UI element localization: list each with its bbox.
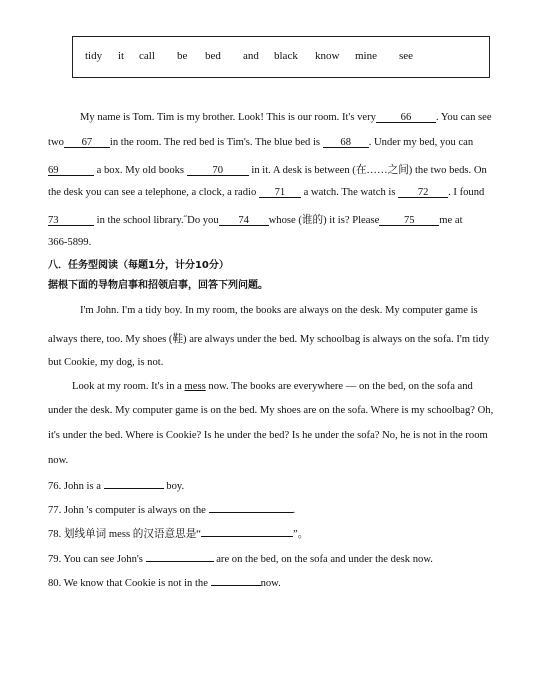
answer-blank[interactable] — [376, 112, 436, 123]
blank-number: 66 — [400, 112, 412, 123]
passage-text: Look at my room. It's in a — [72, 381, 182, 392]
cloze-line: 366-5899. — [48, 237, 92, 248]
passage-line: always there, too. My shoes (鞋) are always under the bed. My schoolbag is always on the sofa. I'm tidy — [48, 334, 490, 345]
cloze-text: me at — [439, 215, 463, 226]
question-text: boy. — [166, 481, 185, 492]
blank-number: 69 — [48, 165, 59, 176]
passage-text: now. The books are everywhere — on the bed, on the sofa and — [208, 381, 473, 392]
question-text: are on the bed, on the sofa and under the desk now. — [216, 554, 433, 565]
answer-blank[interactable] — [104, 478, 164, 489]
answer-blank[interactable] — [48, 215, 94, 226]
blank-number: 72 — [417, 187, 429, 198]
answer-blank[interactable] — [323, 137, 369, 148]
question-text: . — [292, 505, 296, 516]
question-78 — [48, 526, 308, 541]
passage-line: I'm John. I'm a tidy boy. In my room, the books are always on the desk. My computer game is — [80, 305, 478, 316]
passage-line: it's under the bed. Where is Cookie? Is he under the bed? Is he under the sofa? No, he is not in the room — [48, 430, 488, 441]
word-bank-item: be — [177, 50, 188, 62]
answer-blank[interactable] — [259, 187, 301, 198]
cloze-text: . I found — [448, 187, 485, 198]
cloze-line — [48, 212, 463, 227]
blank-number: 73 — [48, 215, 59, 226]
word-bank-box — [72, 36, 490, 78]
word-bank-item: tidy — [85, 50, 103, 62]
answer-blank[interactable] — [146, 551, 214, 562]
question-79 — [48, 551, 433, 565]
word-bank-item: and — [243, 50, 259, 62]
cloze-text: the desk you can see a telephone, a clock, a radio — [48, 187, 257, 198]
cloze-text: a watch. The watch is — [303, 187, 396, 198]
cloze-text: in the room. The red bed is Tim's. The blue bed is — [109, 137, 321, 148]
question-text: 80. We know that Cookie is not in the — [48, 578, 208, 589]
question-text: 76. John is a — [48, 481, 101, 492]
question-77 — [48, 502, 295, 516]
blank-number: 68 — [340, 137, 351, 148]
question-76 — [48, 478, 184, 492]
underlined-word: mess — [184, 381, 206, 392]
cloze-line — [48, 187, 484, 198]
cloze-text: in the school library.˝Do you — [96, 215, 219, 226]
cloze-text: in it. A desk is between (在……之间) the two beds. On — [251, 165, 487, 176]
passage-line: but Cookie, my dog, is not. — [48, 357, 164, 368]
question-text: now. — [260, 578, 281, 589]
answer-blank[interactable] — [201, 526, 293, 537]
question-80 — [48, 575, 281, 589]
answer-blank[interactable] — [398, 187, 448, 198]
cloze-text: two — [48, 137, 64, 148]
word-bank-item: know — [315, 50, 340, 62]
passage-line: now. — [48, 455, 69, 466]
cloze-text: . Under my bed, you can — [368, 137, 474, 148]
word-bank-item: see — [399, 50, 414, 62]
word-bank-item: black — [274, 50, 298, 62]
answer-blank[interactable] — [64, 137, 110, 148]
section-title: 八．任务型阅读（每题1分，计分10分） — [48, 260, 229, 271]
passage-line: under the desk. My computer game is on the bed. My shoes are on the sofa. Where is my schoolbag? Oh, — [48, 405, 494, 416]
word-bank-item: bed — [205, 50, 221, 62]
cloze-line — [48, 137, 473, 148]
word-bank-item: call — [139, 50, 155, 62]
cloze-text: . You can see — [435, 112, 492, 123]
question-text: 78. 划线单词 mess 的汉语意思是“ — [48, 529, 202, 540]
cloze-line — [48, 162, 487, 177]
cloze-text: My name is Tom. Tim is my brother. Look! This is our room. It's very — [80, 112, 376, 123]
passage-line — [72, 381, 473, 392]
blank-number: 67 — [81, 137, 93, 148]
answer-blank[interactable] — [187, 165, 249, 176]
answer-blank[interactable] — [219, 215, 269, 226]
answer-blank[interactable] — [211, 575, 261, 586]
blank-number: 70 — [212, 165, 224, 176]
word-bank-item: it — [118, 50, 125, 62]
blank-number: 75 — [403, 215, 415, 226]
cloze-text: whose (谁的) it is? Please — [268, 215, 380, 226]
blank-number: 74 — [238, 215, 249, 226]
word-bank-item: mine — [355, 50, 377, 62]
cloze-text: a box. My old books — [96, 165, 185, 176]
question-text: 77. John 's computer is always on the — [48, 505, 206, 516]
cloze-line — [80, 112, 492, 123]
blank-number: 71 — [274, 187, 286, 198]
question-text: ”。 — [293, 529, 309, 540]
answer-blank[interactable] — [379, 215, 439, 226]
answer-blank[interactable] — [48, 165, 94, 176]
instruction-text: 据根下面的导物启事和招领启事，回答下列问题。 — [48, 280, 268, 291]
answer-blank[interactable] — [209, 502, 293, 513]
question-text: 79. You can see John's — [48, 554, 143, 565]
